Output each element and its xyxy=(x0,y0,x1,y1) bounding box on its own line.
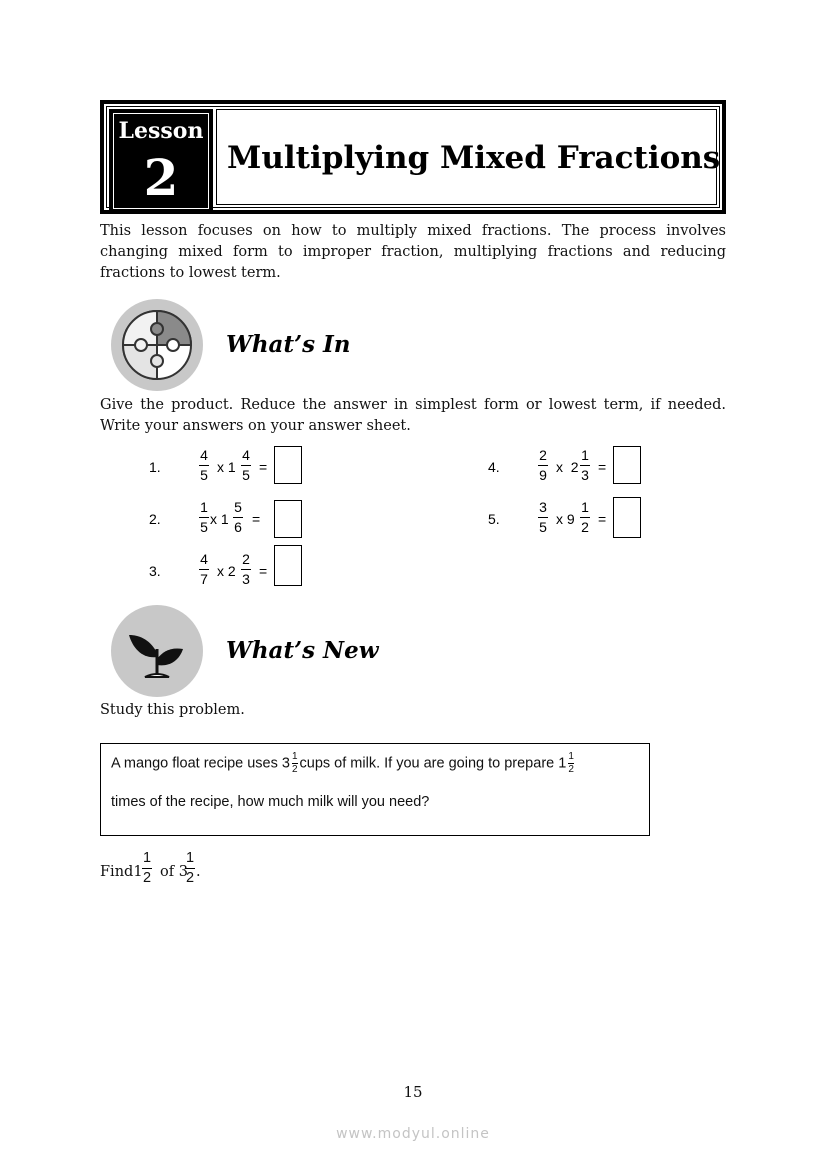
denominator: 7 xyxy=(200,571,208,587)
denominator: 2 xyxy=(185,870,195,886)
study-text: Study this problem. xyxy=(100,702,245,718)
fraction-bar xyxy=(185,868,195,869)
problem-number: 4. xyxy=(488,459,500,475)
problem-3 xyxy=(0,551,826,595)
word-problem-line1 xyxy=(111,752,576,775)
problem-number: 1. xyxy=(149,459,161,475)
numerator: 1 xyxy=(291,751,298,762)
operator: x 2 xyxy=(556,459,579,475)
lesson-title: Multiplying Mixed Fractions xyxy=(227,140,721,176)
lesson-header xyxy=(100,100,726,214)
numerator: 2 xyxy=(539,447,547,463)
find-word: Find1 xyxy=(100,864,143,880)
problem-5 xyxy=(0,499,826,543)
operator: x 9 xyxy=(556,511,575,527)
fraction-bar xyxy=(538,465,548,466)
numerator: 1 xyxy=(200,499,208,515)
lesson-number: 2 xyxy=(143,148,179,207)
denominator: 2 xyxy=(291,764,298,775)
intro-paragraph: This lesson focuses on how to multiply mixed fractions. The process involves changing mixed form to improper fraction, multiplying fractions and reducing fractions to lowest term. xyxy=(100,223,726,281)
equals-sign: = xyxy=(598,459,607,475)
fraction xyxy=(568,752,574,775)
operator: x 1 xyxy=(210,511,229,527)
numerator: 4 xyxy=(242,447,250,463)
equals-sign: = xyxy=(259,563,268,579)
equals-sign: = xyxy=(252,511,261,527)
numerator: 5 xyxy=(234,499,242,515)
equals-sign: = xyxy=(598,511,607,527)
page-number: 15 xyxy=(403,1083,423,1101)
numerator: 3 xyxy=(539,499,547,515)
equals-sign: = xyxy=(259,459,268,475)
numerator: 1 xyxy=(581,499,589,515)
problem-text: A mango float recipe uses 3 xyxy=(111,755,290,772)
numerator: 4 xyxy=(200,551,208,567)
operator: x 2 xyxy=(217,563,236,579)
seedling-icon xyxy=(111,605,203,697)
lesson-word: Lesson xyxy=(118,118,204,144)
puzzle-icon xyxy=(111,299,203,391)
numerator: 4 xyxy=(200,447,208,463)
problem-number: 2. xyxy=(149,511,161,527)
answer-box[interactable] xyxy=(613,497,641,538)
denominator: 5 xyxy=(200,467,208,483)
fraction-bar xyxy=(142,868,152,869)
lesson-number-box xyxy=(109,109,213,213)
fraction-bar xyxy=(538,517,548,518)
find-end: . xyxy=(196,864,201,880)
whats-in-title: What’s In xyxy=(226,331,351,358)
denominator: 3 xyxy=(242,571,250,587)
find-line xyxy=(100,850,300,892)
find-of: of 3 xyxy=(160,864,188,880)
denominator: 9 xyxy=(539,467,547,483)
denominator: 5 xyxy=(242,467,250,483)
denominator: 2 xyxy=(581,519,589,535)
numerator: 1 xyxy=(142,850,152,866)
problem-number: 5. xyxy=(488,511,500,527)
answer-box[interactable] xyxy=(274,545,302,586)
denominator: 6 xyxy=(234,519,242,535)
operator: x 1 xyxy=(217,459,236,475)
numerator: 1 xyxy=(185,850,195,866)
fraction xyxy=(292,752,298,775)
denominator: 2 xyxy=(568,764,574,775)
answer-box[interactable] xyxy=(613,446,641,484)
denominator: 2 xyxy=(142,870,152,886)
problem-number: 3. xyxy=(149,563,161,579)
denominator: 5 xyxy=(539,519,547,535)
problem-4 xyxy=(0,447,826,491)
fraction-bar xyxy=(199,569,209,570)
word-problem-line2: times of the recipe, how much milk will you need? xyxy=(111,794,430,810)
numerator: 2 xyxy=(242,551,250,567)
watermark: www.modyul.online xyxy=(336,1126,490,1142)
denominator: 3 xyxy=(581,467,589,483)
fraction-bar xyxy=(241,569,251,570)
denominator: 5 xyxy=(200,519,208,535)
fraction-bar xyxy=(580,465,590,466)
numerator: 1 xyxy=(568,751,574,762)
word-problem-box xyxy=(100,743,650,836)
whats-new-title: What’s New xyxy=(226,637,379,664)
fraction-bar xyxy=(580,517,590,518)
problem-text: cups of milk. If you are going to prepare 1 xyxy=(299,755,567,772)
lesson-title-box xyxy=(216,109,721,205)
numerator: 1 xyxy=(581,447,589,463)
whats-in-instructions: Give the product. Reduce the answer in simplest form or lowest term, if needed. Write your answers on your answer sheet. xyxy=(100,397,726,434)
